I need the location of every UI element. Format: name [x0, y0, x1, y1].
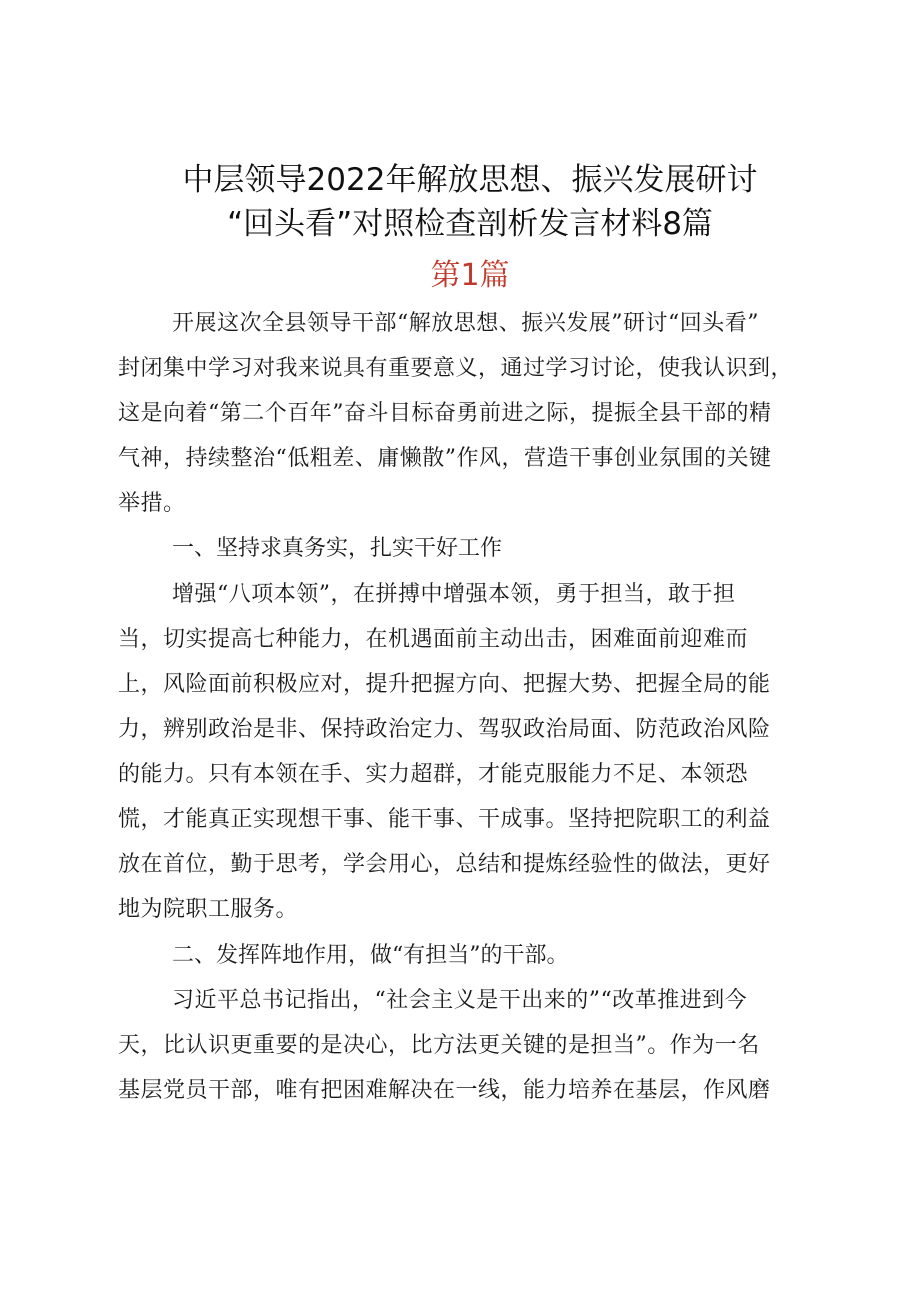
paragraph3-line: 天，比认识更重要的是决心，比方法更关键的是担当”。作为一名 [118, 1033, 760, 1058]
section-heading-2: 二、发挥阵地作用，做“有担当”的干部。 [172, 943, 569, 968]
paragraph3-line: 基层党员干部，唯有把困难解决在一线，能力培养在基层，作风磨 [118, 1078, 771, 1103]
paragraph2-line: 力，辨别政治是非、保持政治定力、驾驭政治局面、防范政治风险 [118, 717, 771, 742]
part-label: 第1篇 [430, 258, 510, 293]
paragraph1-line: 举措。 [118, 491, 186, 516]
paragraph1-line: 气神，持续整治“低粗差、庸懒散”作风，营造干事创业氛围的关键 [118, 446, 772, 471]
section-heading-1: 一、坚持求真务实，扎实干好工作 [172, 536, 503, 561]
paragraph1-line: 开展这次全县领导干部“解放思想、振兴发展”研讨“回头看” [172, 311, 759, 336]
paragraph2-line: 慌，才能真正实现想干事、能干事、干成事。坚持把院职工的利益 [118, 807, 771, 832]
paragraph2-line: 上，风险面前积极应对，提升把握方向、把握大势、把握全局的能 [118, 672, 771, 697]
document-title-line1: 中层领导2022年解放思想、振兴发展研讨 [182, 162, 758, 198]
paragraph2-line: 地为院职工服务。 [118, 897, 299, 922]
paragraph1-line: 封闭集中学习对我来说具有重要意义，通过学习讨论，使我认识到， [118, 356, 794, 381]
paragraph2-line: 的能力。只有本领在手、实力超群，才能克服能力不足、本领恐 [118, 762, 749, 787]
paragraph1-line: 这是向着“第二个百年”奋斗目标奋勇前进之际，提振全县干部的精 [118, 401, 772, 426]
paragraph2-line: 当，切实提高七种能力，在机遇面前主动出击，困难面前迎难而 [118, 627, 749, 652]
paragraph2-line: 放在首位，勤于思考，学会用心，总结和提炼经验性的做法，更好 [118, 852, 771, 877]
paragraph2-line: 增强“八项本领”，在拼搏中增强本领，勇于担当，敢于担 [172, 582, 736, 607]
paragraph3-line: 习近平总书记指出，“社会主义是干出来的”“改革推进到今 [172, 988, 748, 1013]
document-title-line2: “回头看”对照检查剖析发言材料8篇 [227, 206, 713, 242]
